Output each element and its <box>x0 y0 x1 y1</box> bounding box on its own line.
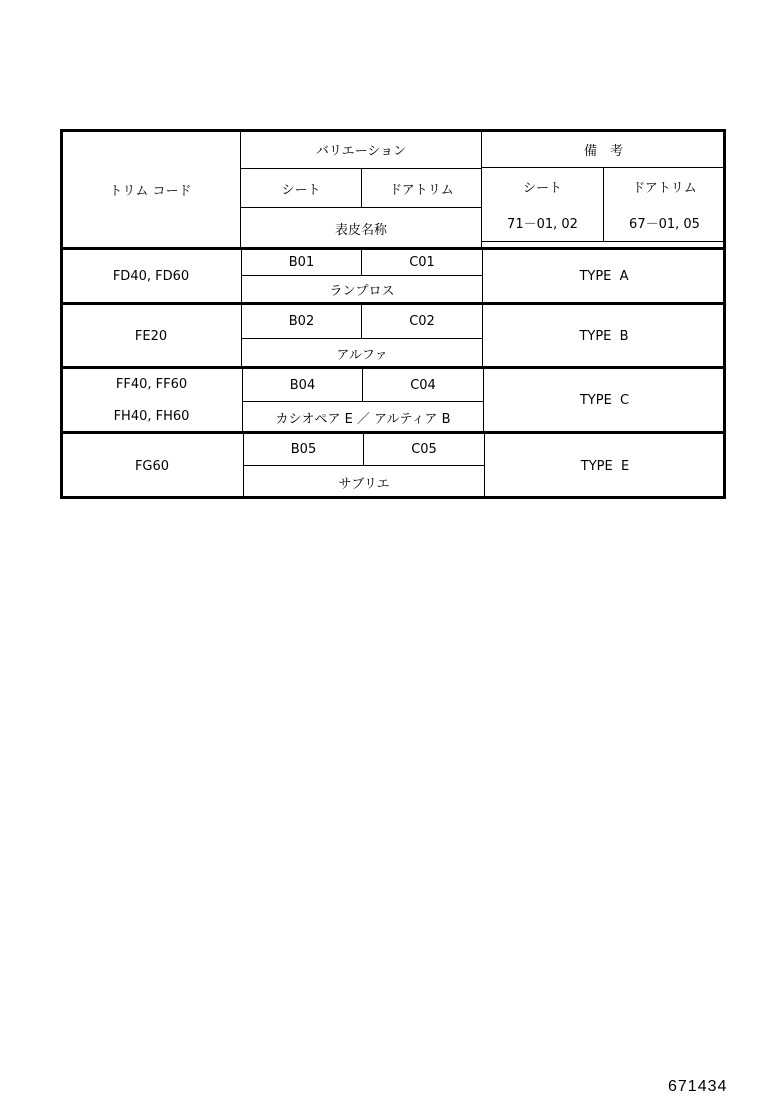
table-row-trim-code <box>60 431 244 499</box>
document-number: 671434 <box>668 1078 728 1095</box>
header-material-name-label: 表皮名称 <box>334 222 387 238</box>
material-name: アルファ <box>336 347 388 363</box>
header-trim-code-label: トリム コード <box>109 184 192 199</box>
table-row-door-trim <box>361 302 483 339</box>
remarks-door-trim-label: ドアトリム <box>632 180 697 196</box>
trim-code: FD40, FD60 <box>112 269 190 284</box>
table-row-material <box>241 338 483 368</box>
table-row-trim-code <box>60 302 242 368</box>
material-name: カシオペア E ／ アルティア B <box>275 411 451 427</box>
table-row-remarks <box>483 366 726 433</box>
table-row-remarks <box>484 431 726 499</box>
seat-code: B02 <box>288 314 315 329</box>
header-seat-label: シート <box>281 182 321 198</box>
remarks-seat-label: シート <box>522 180 562 196</box>
header-remarks-label: 備 考 <box>583 143 623 159</box>
remarks-type: TYPE B <box>579 328 629 344</box>
table-row-seat <box>241 247 362 276</box>
header-material-name <box>240 207 482 249</box>
table-row-remarks <box>482 302 726 368</box>
remarks-type: TYPE E <box>580 458 630 474</box>
header-variation-label: バリエーション <box>315 144 407 159</box>
seat-code: B05 <box>290 442 317 457</box>
table-row-trim-code <box>60 366 243 433</box>
trim-code: FH40, FH60 <box>113 408 190 424</box>
table-row-door-trim <box>362 366 484 402</box>
seat-code: B01 <box>288 255 315 270</box>
remarks-type: TYPE C <box>579 393 630 408</box>
door-trim-code: C04 <box>410 377 436 393</box>
header-trim-code <box>60 130 241 249</box>
table-row-material <box>242 401 484 433</box>
material-name: ランプロス <box>329 284 395 299</box>
table-row-material <box>243 465 485 499</box>
table-row-remarks <box>482 247 726 304</box>
table-row-door-trim <box>361 247 483 276</box>
seat-code: B04 <box>289 377 316 393</box>
remarks-door-trim-value: 67－01, 05 <box>629 217 700 233</box>
door-trim-code: C05 <box>411 442 437 457</box>
header-remarks-door-trim <box>603 167 726 242</box>
material-name: サブリエ <box>338 476 390 492</box>
header-seat <box>240 168 362 208</box>
door-trim-code: C01 <box>409 255 435 270</box>
trim-code: FE20 <box>134 328 168 344</box>
header-door-trim <box>361 168 482 208</box>
table-row-seat <box>241 302 362 339</box>
trim-code: FG60 <box>134 458 170 474</box>
header-door-trim-label: ドアトリム <box>389 182 454 198</box>
header-variation <box>240 130 482 169</box>
door-trim-code: C02 <box>409 314 435 329</box>
trim-code: FF40, FF60 <box>115 377 188 393</box>
remarks-type: TYPE A <box>579 269 629 284</box>
table-row-material <box>241 275 483 304</box>
header-remarks-seat <box>481 167 604 242</box>
table-row-seat <box>242 366 363 402</box>
header-remarks <box>481 130 726 168</box>
table-row-seat <box>243 431 364 466</box>
table-row-trim-code <box>60 247 242 304</box>
table-row-door-trim <box>363 431 485 466</box>
remarks-seat-value: 71－01, 02 <box>507 217 578 233</box>
